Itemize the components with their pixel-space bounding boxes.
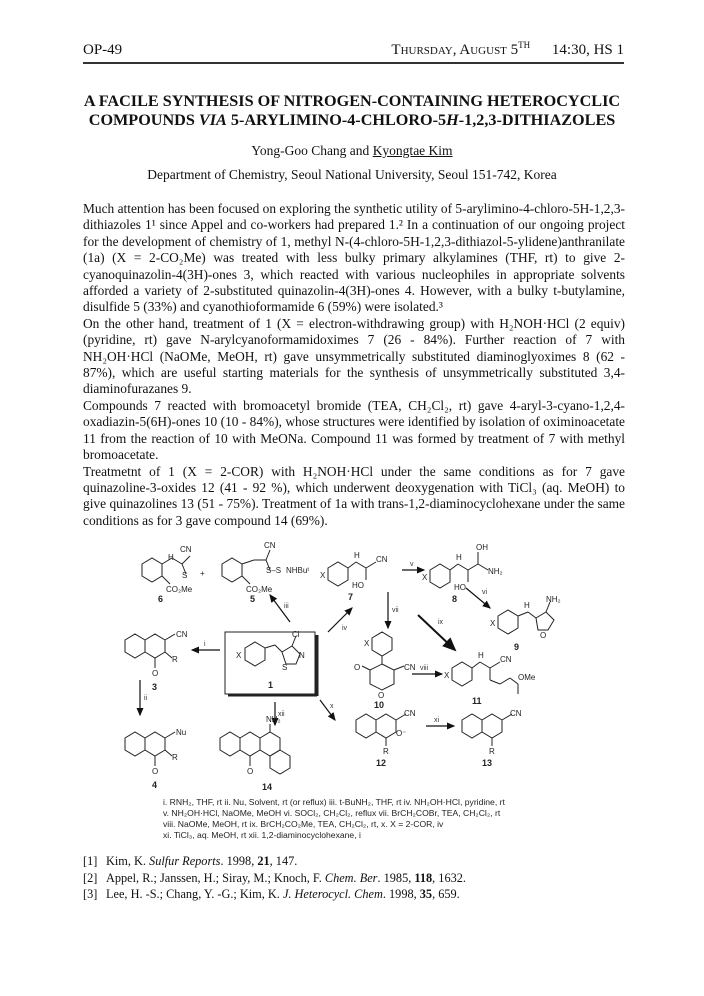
arrow-label-x: x	[330, 703, 334, 710]
atom-label: CN	[404, 709, 416, 718]
reference-item	[83, 886, 643, 903]
reference-item	[83, 853, 643, 870]
title-line-1: A FACILE SYNTHESIS OF NITROGEN-CONTAINING HETEROCYCLIC	[83, 92, 621, 110]
atom-label: O⁻	[396, 729, 407, 738]
atom-label: X	[490, 619, 496, 628]
atom-label: X	[320, 571, 326, 580]
title-line-2	[70, 111, 634, 130]
paragraph-1: Much attention has been focused on exploring the synthetic utility of 5-arylimino-4-chloro-5H-1,2,3-dithiazoles 1¹ since Appel and co-workers had prepared 1.² In a continuation of our ongoing project for the development of chemistry of 1, methyl N-(4-chloro-5H-1,2,3-dithiazol-5-ylidene)anthranilate (1a) (X = 2-CO₂Me) was treated with less bulky primary alkylamines (THF, rt) to give 2-cyanoquinazolin-4(3H)-ones 3, which reacted with various nucleophiles in appropriate solvents afforded a variety of 2-substituted quinazolin-4(3H)-ones 4. However, with a bulky t-butylamine, disulfide 5 (33%) and cyanothioformamide 6 (59%) were isolated.³	[83, 201, 625, 315]
ref-journal: Sulfur Reports	[149, 854, 221, 868]
atom-label: R	[172, 753, 178, 762]
atom-label: CN	[180, 545, 192, 554]
compound-label-11: 11	[472, 696, 482, 706]
page-header	[83, 40, 624, 64]
atom-label: X	[422, 573, 428, 582]
reference-text	[106, 870, 466, 887]
compound-label-6: 6	[158, 594, 164, 604]
atom-label: H	[456, 553, 462, 562]
atom-label: O	[152, 669, 159, 678]
atom-label: NH₂	[488, 567, 503, 576]
atom-label: HO	[352, 581, 364, 590]
compound-label-9: 9	[514, 642, 520, 652]
session-info	[391, 42, 624, 59]
atom-label: CN	[500, 655, 512, 664]
reference-number: [2]	[83, 870, 98, 885]
atom-label: HO	[454, 583, 466, 592]
atom-label: R	[383, 747, 389, 756]
reference-number: [3]	[83, 887, 98, 901]
atom-label: R	[489, 747, 495, 756]
atom-label: O	[378, 691, 385, 700]
atom-label: S	[182, 571, 188, 580]
compound-label-10: 10	[374, 700, 385, 710]
paper-title	[70, 92, 634, 130]
arrow-label-i: i	[204, 641, 206, 648]
compound-11-structure	[452, 662, 518, 694]
compound-14-structure	[220, 724, 290, 774]
references	[83, 853, 643, 903]
atom-label: X	[364, 639, 370, 648]
atom-label: H	[478, 651, 484, 660]
compound-3-structure	[125, 634, 175, 668]
ref-volume: 35	[419, 887, 433, 901]
abstract-body	[83, 201, 625, 529]
atom-label: CO₂Me	[246, 585, 273, 594]
compound-label-14: 14	[262, 782, 273, 792]
ref-pages: , 659.	[432, 887, 460, 901]
affiliation: Department of Chemistry, Seoul National University, Seoul 151-742, Korea	[147, 167, 557, 182]
arrow-iv	[328, 608, 352, 632]
title-via: VIA	[198, 111, 227, 129]
atom-label: OH	[476, 543, 488, 552]
compound-label-13: 13	[482, 758, 493, 768]
atom-label: H	[524, 601, 530, 610]
ref-volume: 21	[257, 854, 270, 868]
ref-volume: 118	[414, 870, 433, 885]
arrow-label-vii: vii	[392, 607, 399, 614]
conditions-line: viii. NaOMe, MeOH, rt ix. BrCH₂CO₂Me, TEA, CH₂Cl₂, rt, x. X = 2-COR, iv	[163, 819, 444, 829]
authors	[70, 143, 634, 159]
arrow-label-viii: viii	[420, 665, 429, 672]
reference-text	[106, 886, 460, 903]
compound-label-4: 4	[152, 780, 158, 790]
atom-label: CN	[510, 709, 522, 718]
arrow-label-ix: ix	[438, 619, 444, 626]
arrow-label-vi: vi	[482, 589, 488, 596]
atom-label: CN	[176, 630, 188, 639]
arrow-label-v: v	[410, 561, 414, 568]
ref-journal: Chem. Ber	[324, 870, 378, 885]
ref-pages: , 147.	[269, 854, 298, 868]
conditions-line: v. NH₂OH·HCl, NaOMe, MeOH vi. SOCl₂, CH₂Cl₂, reflux vii. BrCH₂COBr, TEA, CH₂Cl₂, rt	[163, 808, 501, 818]
plus-sign: +	[200, 569, 205, 578]
arrow-label-iii: iii	[284, 603, 289, 610]
atom-label: NH₂	[546, 595, 561, 604]
atom-label: S	[282, 663, 288, 672]
compound-label-5: 5	[250, 594, 256, 604]
author-first: Yong-Goo Chang and	[251, 143, 373, 158]
ref-journal: J. Heterocycl. Chem	[282, 887, 383, 901]
atom-label: X	[444, 671, 450, 680]
atom-label: O	[540, 631, 547, 640]
compound-label-8: 8	[452, 594, 458, 604]
paragraph-4: Treatmetnt of 1 (X = 2-COR) with H₂NOH·HCl under the same conditions as for 7 gave quinazoline-3-oxides 12 (41 - 92 %), which underwent deoxygenation with TiCl₃ (aq. MeOH) to give quinazolines 13 (51 - 75%). Treatment of 1a with trans-1,2-diaminocyclohexane under the same conditions as for 3 gave compound 14 (69%).	[83, 463, 625, 528]
atom-label: Cl	[292, 630, 300, 639]
ref-year: . 1998,	[220, 854, 258, 868]
atom-label: O	[152, 767, 159, 776]
reference-item	[83, 870, 643, 887]
atom-label: CN	[404, 663, 416, 672]
atom-label: S–S	[266, 566, 282, 575]
ref-authors: Lee, H. -S.; Chang, Y. -G.; Kim, K.	[106, 887, 283, 901]
abstract-code: OP-49	[83, 42, 123, 58]
atom-label: X	[236, 651, 242, 660]
reference-text	[106, 853, 297, 870]
atom-label: NH₂	[266, 715, 281, 724]
arrow-label-xi: xi	[434, 717, 440, 724]
session-day: Thursday, August 5	[391, 42, 519, 58]
reaction-conditions	[163, 797, 583, 841]
compound-5-structure	[222, 550, 270, 584]
title-h: H	[446, 111, 459, 129]
conditions-line: xi. TiCl₃, aq. MeOH, rt xii. 1,2-diaminocyclohexane, i	[163, 830, 361, 840]
ref-year: . 1985,	[377, 870, 415, 885]
arrow-label-iv: iv	[342, 625, 348, 632]
ref-pages: , 1632.	[432, 870, 466, 885]
atom-label: H	[354, 551, 360, 560]
compound-label-3: 3	[152, 682, 158, 692]
compound-4-structure	[125, 732, 175, 766]
session-time-place: 14:30, HS 1	[551, 42, 624, 58]
atom-label: O	[247, 767, 254, 776]
reference-number: [1]	[83, 854, 98, 868]
atom-label: CN	[376, 555, 388, 564]
compound-1-structure	[245, 636, 300, 666]
atom-label: OMe	[518, 673, 536, 682]
reaction-scheme	[120, 540, 590, 795]
author-presenter: Kyongtae Kim	[372, 143, 453, 158]
title-part: 5-ARYLIMINO-4-CHLORO-5	[226, 111, 447, 129]
day-suffix: TH	[518, 40, 531, 50]
arrow-label-ii: ii	[144, 695, 148, 702]
compound-13-structure	[462, 714, 512, 746]
title-part: COMPOUNDS	[88, 111, 199, 129]
compound-label-7: 7	[348, 592, 354, 602]
atom-label: H	[168, 553, 174, 562]
atom-label: O	[354, 663, 361, 672]
compound-label-1: 1	[268, 680, 274, 690]
atom-label: NHBuᵗ	[286, 566, 310, 575]
title-part: -1,2,3-DITHIAZOLES	[458, 111, 616, 129]
atom-label: Nu	[176, 728, 187, 737]
arrow-ix	[418, 615, 455, 650]
atom-label: N	[299, 651, 305, 660]
ref-authors: Kim, K.	[106, 854, 150, 868]
atom-label: CO₂Me	[166, 585, 193, 594]
arrow-label-xii: xii	[278, 711, 285, 718]
atom-label: CN	[264, 541, 276, 550]
paragraph-3: Compounds 7 reacted with bromoacetyl bromide (TEA, CH₂Cl₂, rt) gave 4-aryl-3-cyano-1,2,4-oxadiazin-5(6H)-ones 10 (10 - 84%), whose structures were identified by isolation of oximinoacetate 11 from the reaction of 10 with MeONa. Compound 11 was formed by treatment of 7 with methyl bromoacetate.	[83, 397, 625, 463]
paragraph-2: On the other hand, treatment of 1 (X = electron-withdrawing group) with H₂NOH·HCl (2 equiv) (pyridine, rt) gave N-arylcyanoformamidoximes 7 (26 - 84%). Further reaction of 7 with NH₂OH·HCl (NaOMe, MeOH, rt) gave unsymmetrically substituted diaminoglyoximes 8 (62 - 87%), which are useful starting materials for the synthesis of unsymmetrically substituted 3,4-diaminofurazanes 9.	[83, 315, 625, 397]
atom-label: R	[172, 655, 178, 664]
conditions-line: i. RNH₂, THF, rt ii. Nu, Solvent, rt (or reflux) iii. t-BuNH₂, THF, rt iv. NH₂OH·HCl, pyridine, rt	[163, 797, 505, 807]
ref-authors: Appel, R.; Janssen, H.; Siray, M.; Knoch, F.	[106, 870, 325, 885]
ref-year: . 1998,	[382, 887, 420, 901]
compound-label-12: 12	[376, 758, 387, 768]
